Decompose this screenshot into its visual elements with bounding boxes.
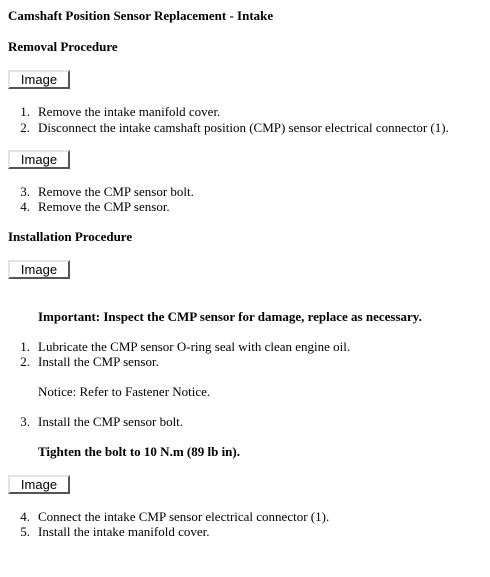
step-text: Remove the CMP sensor bolt. <box>38 184 194 199</box>
tighten-spec: Tighten the bolt to 10 N.m (89 lb in). <box>38 444 240 459</box>
step-number: 4. <box>20 509 30 524</box>
step-number: 1. <box>20 339 30 354</box>
image-button-2[interactable]: Image <box>8 150 70 169</box>
notice-note <box>38 384 210 400</box>
step-number: 3. <box>20 414 30 429</box>
image-button-3[interactable]: Image <box>8 260 70 279</box>
step-number: 2. <box>20 120 30 135</box>
step-text: Disconnect the intake camshaft position (CMP) sensor electrical connector (1). <box>38 120 449 135</box>
step-number: 2. <box>20 354 30 369</box>
step-number: 5. <box>20 524 30 539</box>
removal-heading: Removal Procedure <box>8 39 118 54</box>
important-note: Important: Inspect the CMP sensor for damage, replace as necessary. <box>38 309 422 324</box>
step-text: Remove the intake manifold cover. <box>38 104 221 119</box>
step-number: 3. <box>20 184 30 199</box>
step-text: Install the intake manifold cover. <box>38 524 210 539</box>
step-number: 1. <box>20 104 30 119</box>
step-text: Remove the CMP sensor. <box>38 199 170 214</box>
installation-heading: Installation Procedure <box>8 229 133 244</box>
image-button-4[interactable]: Image <box>8 475 70 494</box>
step-text: Connect the intake CMP sensor electrical connector (1). <box>38 509 330 524</box>
image-button-1[interactable]: Image <box>8 70 70 89</box>
page-title: Camshaft Position Sensor Replacement - Intake <box>8 8 274 23</box>
step-text: Lubricate the CMP sensor O-ring seal with clean engine oil. <box>38 339 351 354</box>
notice-text: Notice: Refer to Fastener Notice. <box>38 384 211 399</box>
step-text: Install the CMP sensor bolt. <box>38 414 184 429</box>
step-number: 4. <box>20 199 30 214</box>
step-text: Install the CMP sensor. <box>38 354 159 369</box>
